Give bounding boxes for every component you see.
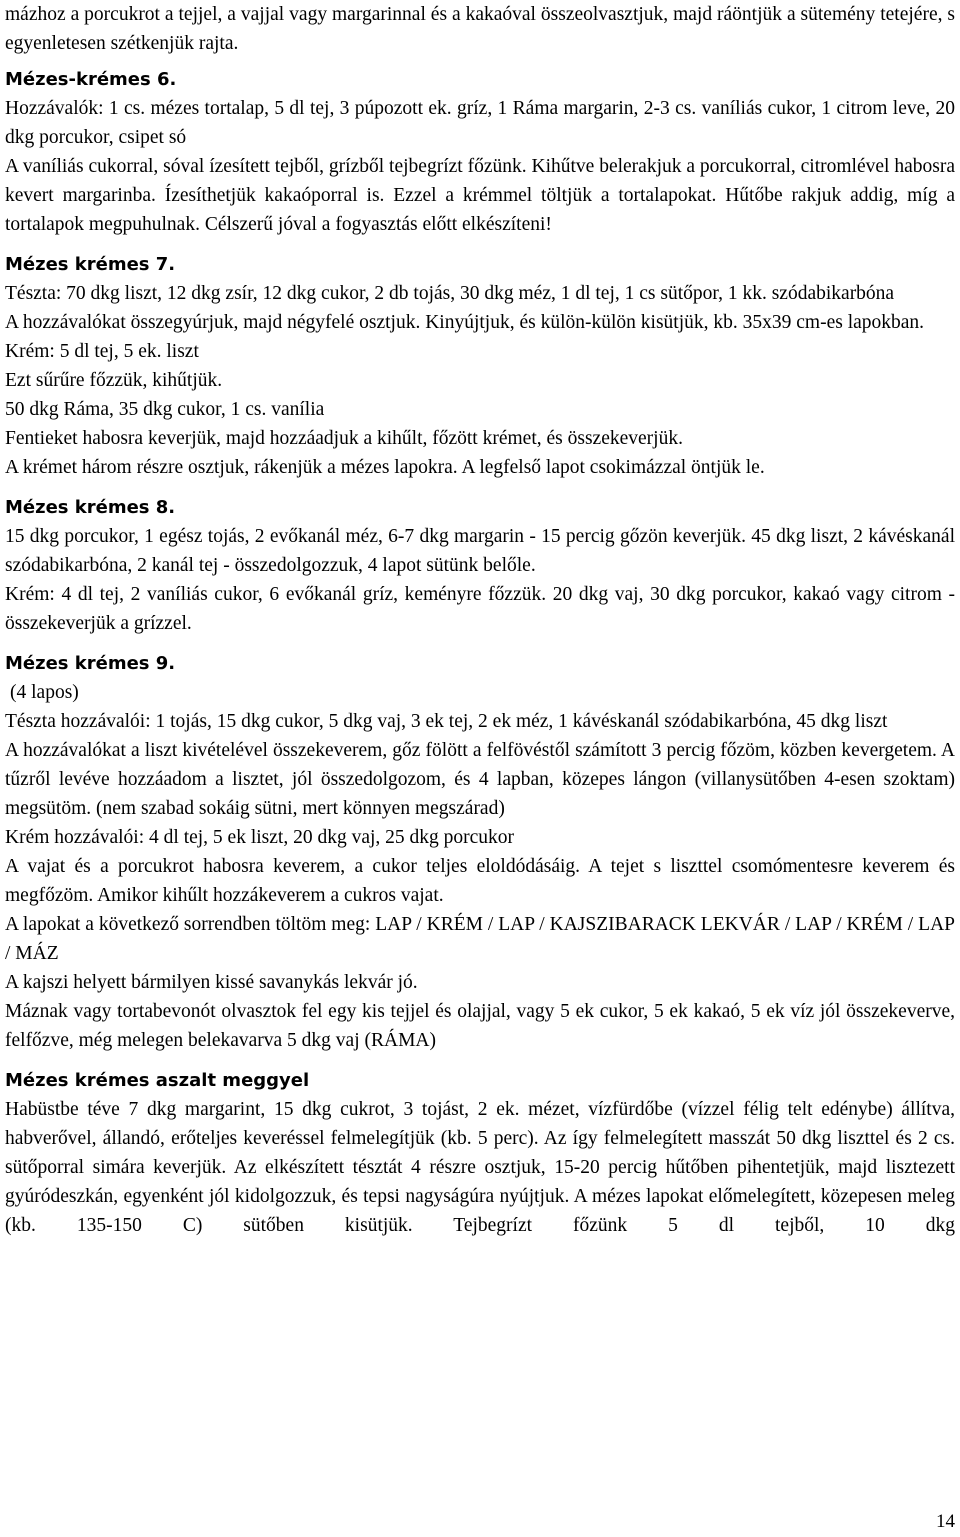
recipe-8 [5, 493, 955, 638]
instructions-paragraph: A kajszi helyett bármilyen kissé savanykás lekvár jó. [5, 972, 418, 993]
page-number: 14 [936, 1511, 955, 1532]
cream-ingredients: Krém hozzávalói: 4 dl tej, 5 ek liszt, 20 dkg vaj, 25 dkg porcukor [5, 827, 515, 848]
ingredients-paragraph: Tészta hozzávalói: 1 tojás, 15 dkg cukor, 5 dkg vaj, 3 ek tej, 2 ek méz, 1 kávéskanál szódabikarbóna, 45 dkg liszt [5, 711, 888, 732]
recipe-sour-cherry [5, 1066, 955, 1240]
recipe-title: Mézes krémes 9. [5, 653, 176, 674]
ingredients-paragraph: 50 dkg Ráma, 35 dkg cukor, 1 cs. vanília [5, 399, 325, 420]
instructions-paragraph: A hozzávalókat a liszt kivételével összekeverem, gőz fölött a felfövéstől számított 3 percig főzöm, közben kevergetem. A tűzről levéve hozzáadom a lisztet, jól összedolgozom, és 4 lapban, közepes lángon (villanysütőben 4-esen szoktam) megsütöm. (nem szabad sokáig sütni, mert könnyen megszárad) [5, 740, 955, 819]
recipe-6 [5, 65, 955, 239]
document-page [5, 0, 955, 1240]
recipe-title: Mézes krémes 8. [5, 497, 176, 518]
recipe-7 [5, 250, 955, 482]
instructions-paragraph: A vajat és a porcukrot habosra keverem, a cukor teljes eloldódásáig. A tejet s liszttel csomómentesre keverem és megfőzöm. Amikor kihűlt hozzákeverem a cukros vajat. [5, 856, 955, 906]
ingredients-paragraph: Hozzávalók: 1 cs. mézes tortalap, 5 dl tej, 3 púpozott ek. gríz, 1 Ráma margarin, 2-3 cs. vaníliás cukor, 1 citrom leve, 20 dkg porcukor, csipet só [5, 98, 955, 148]
recipe-title: Mézes krémes 7. [5, 254, 176, 275]
paragraph-continuation: mázhoz a porcukrot a tejjel, a vajjal vagy margarinnal és a kakaóval összeolvasztjuk, majd ráöntjük a sütemény tetejére, s egyenletesen szétkenjük rajta. [5, 4, 955, 54]
cream-ingredients: Krém: 5 dl tej, 5 ek. liszt [5, 341, 199, 362]
instructions-paragraph: A vaníliás cukorral, sóval ízesített tejből, grízből tejbegrízt főzünk. Kihűtve belerakjuk a porcukorral, citromlével habosra kevert margarinba. Ízesíthetjük kakaóporral is. Ezzel a krémmel töltjük a tortalapokat. Hűtőbe rakjuk addig, míg a tortalapok megpuhulnak. Célszerű jóval a fogyasztás előtt elkészíteni! [5, 156, 955, 235]
instructions-paragraph: Ezt sűrűre főzzük, kihűtjük. [5, 370, 223, 391]
recipe-9 [5, 649, 955, 1055]
glaze-paragraph: Máznak vagy tortabevonót olvasztok fel egy kis tejjel és olajjal, vagy 5 ek cukor, 5 ek kakaó, 5 ek víz jól összekeverve, felfőzve, még melegen belekavarva 5 dkg vaj (RÁMA) [5, 1001, 955, 1051]
instructions-paragraph: A lapokat a következő sorrendben töltöm meg: LAP / KRÉM / LAP / KAJSZIBARACK LEKVÁR / LAP / KRÉM / LAP / MÁZ [5, 914, 955, 964]
instructions-paragraph: Fentieket habosra keverjük, majd hozzáadjuk a kihűlt, főzött krémet, és összekeverjük. [5, 428, 683, 449]
recipe-title: Mézes krémes aszalt meggyel [5, 1070, 310, 1091]
instructions-paragraph: A krémet három részre osztjuk, rákenjük a mézes lapokra. A legfelső lapot csokimázzal öntjük le. [5, 457, 765, 478]
instructions-paragraph: A hozzávalókat összegyúrjuk, majd négyfelé osztjuk. Kinyújtjuk, és külön-külön kisütjük, kb. 35x39 cm-es lapokban. [5, 312, 925, 333]
recipe-note: (4 lapos) [10, 682, 79, 703]
ingredients-paragraph: Tészta: 70 dkg liszt, 12 dkg zsír, 12 dkg cukor, 2 db tojás, 30 dkg méz, 1 dl tej, 1 cs sütőpor, 1 kk. szódabikarbóna [5, 283, 895, 304]
instructions-paragraph: 15 dkg porcukor, 1 egész tojás, 2 evőkanál méz, 6-7 dkg margarin - 15 percig gőzön keverjük. 45 dkg liszt, 2 kávéskanál szódabikarbóna, 2 kanál tej - összedolgozzuk, 4 lapot sütünk belőle. [5, 526, 955, 576]
recipe-title: Mézes-krémes 6. [5, 69, 177, 90]
instructions-paragraph: Habüstbe téve 7 dkg margarint, 15 dkg cukrot, 3 tojást, 2 ek. mézet, vízfürdőbe (vízzel félig telt edénybe) állítva, habverővel, állandó, erőteljes keveréssel felmelegítjük (kb. 5 perc). Az így felmelegített masszát 50 dkg liszttel és 2 cs. sütőporral simára keverjük. Az elkészített tésztát 4 részre osztjuk, 15-20 percig hűtőben pihentetjük, majd lisztezett gyúródeszkán, egyenként jól kidolgozzuk, és tepsi nagyságúra nyújtjuk. A mézes lapokat előmelegített, közepesen meleg (kb. 135-150 C) sütőben kisütjük. Tejbegrízt főzünk 5 dl tejből, 10 dkg [5, 1099, 955, 1236]
cream-paragraph: Krém: 4 dl tej, 2 vaníliás cukor, 6 evőkanál gríz, keményre főzzük. 20 dkg vaj, 30 dkg porcukor, kakaó vagy citrom - összekeverjük a grízzel. [5, 584, 955, 634]
